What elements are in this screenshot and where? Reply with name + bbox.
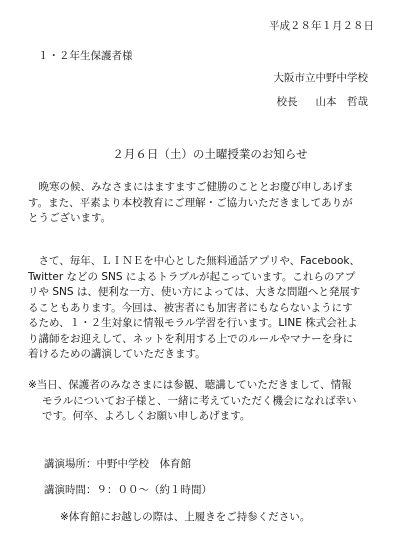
principal-name: 山本 哲哉 [315, 96, 368, 108]
paragraph-line: ※当日、保護者のみなさまには参観、聴講していただきまして、情報 [28, 379, 352, 391]
request-paragraph [28, 378, 396, 425]
lecture-venue: 講演場所：中野中学校 体育館 [44, 458, 191, 470]
paragraph-line: す。また、平素より本校教育にご理解・ご協力いただきましてありが [28, 196, 353, 209]
paragraph-line: モラルについてお子様と、一緒に考えていただく機会になれば幸い [42, 394, 357, 407]
notice-title: ２月６日（土）の土曜授業のお知らせ [112, 147, 308, 161]
greeting-paragraph [28, 180, 396, 227]
recipient: １・２年生保護者様 [38, 50, 133, 62]
paragraph-line: り講師をお迎えして、ネットを利用する上でのルールやマナーを身に [28, 332, 354, 345]
school-name: 大阪市立中野中学校 [273, 72, 368, 84]
lecture-time: 講演時間：９：００～（約１時間） [44, 484, 212, 496]
paragraph-line: るため、１・２生対象に情報モラル学習を行います。LINE 株式会社よ [28, 317, 358, 329]
paragraph-line: とうございます。 [28, 212, 112, 224]
paragraph-line: ることもあります。今回は、被害者にも加害者にもならないようにす [28, 301, 353, 314]
paragraph-line: 晩寒の候、みなさまにはますますご健勝のこととお慶び申しあげま [28, 181, 354, 193]
issue-date: 平成２８年１月２８日 [269, 20, 374, 32]
paragraph-line: Twitter などの SNS によるトラブルが起こっています。これらのアプ [28, 270, 356, 283]
principal-title: 校長 [276, 96, 298, 108]
footnote: ※体育館にお越しの際は、上履きをご持参ください。 [60, 511, 311, 523]
paragraph-line: さて、毎年、ＬＩＮＥを中心とした無料通話アプリや、Facebook、 [28, 255, 360, 267]
paragraph-line: です。何卒、よろしくお願い申しあげます。 [42, 410, 251, 422]
main-paragraph [28, 254, 396, 363]
principal [277, 96, 369, 109]
paragraph-line: 着けるための講演していただきます。 [28, 348, 206, 360]
paragraph-line: リや SNS は、便利な一方、使い方によっては、大きな問題へと発展す [28, 286, 361, 298]
